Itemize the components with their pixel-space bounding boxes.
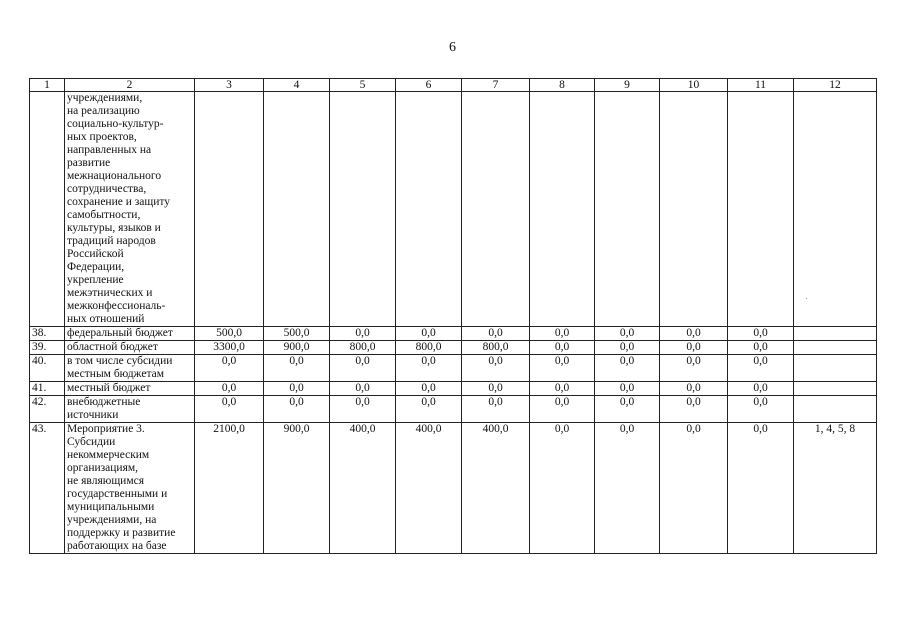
table-row [30,355,877,382]
value-cell: 0,0 [595,355,660,382]
column-header: 1 [30,79,65,92]
reference-cell [794,396,877,423]
value-cell [462,92,530,327]
header-row [30,79,877,92]
value-cell: 0,0 [595,382,660,396]
row-number: 41. [30,382,65,396]
row-number: 40. [30,355,65,382]
value-cell: 900,0 [264,423,330,554]
value-cell: 0,0 [660,341,728,355]
row-number: 43. [30,423,65,554]
value-cell: 400,0 [396,423,462,554]
value-cell: 0,0 [728,355,794,382]
value-cell: 0,0 [330,355,396,382]
value-cell [330,92,396,327]
value-cell: 0,0 [396,382,462,396]
reference-cell: 1, 4, 5, 8 [794,423,877,554]
value-cell: 0,0 [195,382,264,396]
value-cell: 0,0 [728,423,794,554]
value-cell: 0,0 [595,423,660,554]
value-cell: 0,0 [660,396,728,423]
value-cell: 500,0 [195,327,264,341]
reference-cell [794,355,877,382]
row-name: федеральный бюджет [65,327,195,341]
row-name: в том числе субсидии местным бюджетам [65,355,195,382]
row-number [30,92,65,327]
scan-artifact [806,298,807,299]
value-cell: 0,0 [660,327,728,341]
value-cell: 0,0 [330,382,396,396]
value-cell: 0,0 [728,382,794,396]
value-cell: 0,0 [396,327,462,341]
column-header: 6 [396,79,462,92]
value-cell: 0,0 [462,382,530,396]
table-row [30,423,877,554]
value-cell: 800,0 [462,341,530,355]
value-cell: 0,0 [530,396,595,423]
row-number: 38. [30,327,65,341]
value-cell: 800,0 [396,341,462,355]
column-header: 7 [462,79,530,92]
value-cell: 3300,0 [195,341,264,355]
value-cell: 0,0 [660,382,728,396]
table-row [30,341,877,355]
column-header: 9 [595,79,660,92]
column-header: 10 [660,79,728,92]
column-header: 12 [794,79,877,92]
value-cell: 0,0 [595,396,660,423]
value-cell: 0,0 [195,355,264,382]
value-cell: 500,0 [264,327,330,341]
value-cell: 0,0 [530,382,595,396]
value-cell [660,92,728,327]
row-number: 42. [30,396,65,423]
value-cell: 0,0 [530,423,595,554]
value-cell [728,92,794,327]
value-cell: 0,0 [530,327,595,341]
value-cell: 0,0 [530,341,595,355]
value-cell [530,92,595,327]
value-cell [396,92,462,327]
value-cell: 0,0 [330,396,396,423]
value-cell: 0,0 [530,355,595,382]
value-cell: 0,0 [264,396,330,423]
value-cell: 0,0 [728,396,794,423]
value-cell: 0,0 [462,327,530,341]
reference-cell [794,92,877,327]
reference-cell [794,341,877,355]
column-header: 11 [728,79,794,92]
value-cell: 0,0 [660,355,728,382]
table-row [30,396,877,423]
value-cell: 0,0 [264,355,330,382]
value-cell: 0,0 [595,327,660,341]
value-cell: 0,0 [396,396,462,423]
value-cell: 0,0 [660,423,728,554]
value-cell: 900,0 [264,341,330,355]
table-row [30,382,877,396]
column-header: 4 [264,79,330,92]
page-number: 6 [449,40,456,55]
value-cell: 0,0 [195,396,264,423]
value-cell: 0,0 [330,327,396,341]
reference-cell [794,382,877,396]
value-cell: 0,0 [595,341,660,355]
row-name: областной бюджет [65,341,195,355]
column-header: 5 [330,79,396,92]
table-row [30,327,877,341]
row-number: 39. [30,341,65,355]
value-cell: 400,0 [330,423,396,554]
row-name: внебюджетные источники [65,396,195,423]
column-header: 8 [530,79,595,92]
table-body [30,92,877,554]
table-row [30,92,877,327]
value-cell: 0,0 [728,327,794,341]
value-cell [264,92,330,327]
value-cell: 0,0 [264,382,330,396]
value-cell: 400,0 [462,423,530,554]
value-cell: 0,0 [728,341,794,355]
column-header: 3 [195,79,264,92]
value-cell [595,92,660,327]
row-name: учреждениями, на реализацию социально-культур- ных проектов, направленных на развитие межнационального сотрудничества, сохранение и защиту самобытности, культуры, языков и традиций народов Российской Федерации, укрепление межэтнических и межконфессиональ- ных отношений [65,92,195,327]
budget-table [29,78,877,554]
value-cell: 0,0 [396,355,462,382]
reference-cell [794,327,877,341]
value-cell: 2100,0 [195,423,264,554]
value-cell: 0,0 [462,355,530,382]
row-name: Мероприятие 3. Субсидии некоммерческим организациям, не являющимся государственными и муниципальными учреждениями, на поддержку и развитие работающих на базе [65,423,195,554]
row-name: местный бюджет [65,382,195,396]
value-cell [195,92,264,327]
value-cell: 0,0 [462,396,530,423]
value-cell: 800,0 [330,341,396,355]
column-header: 2 [65,79,195,92]
